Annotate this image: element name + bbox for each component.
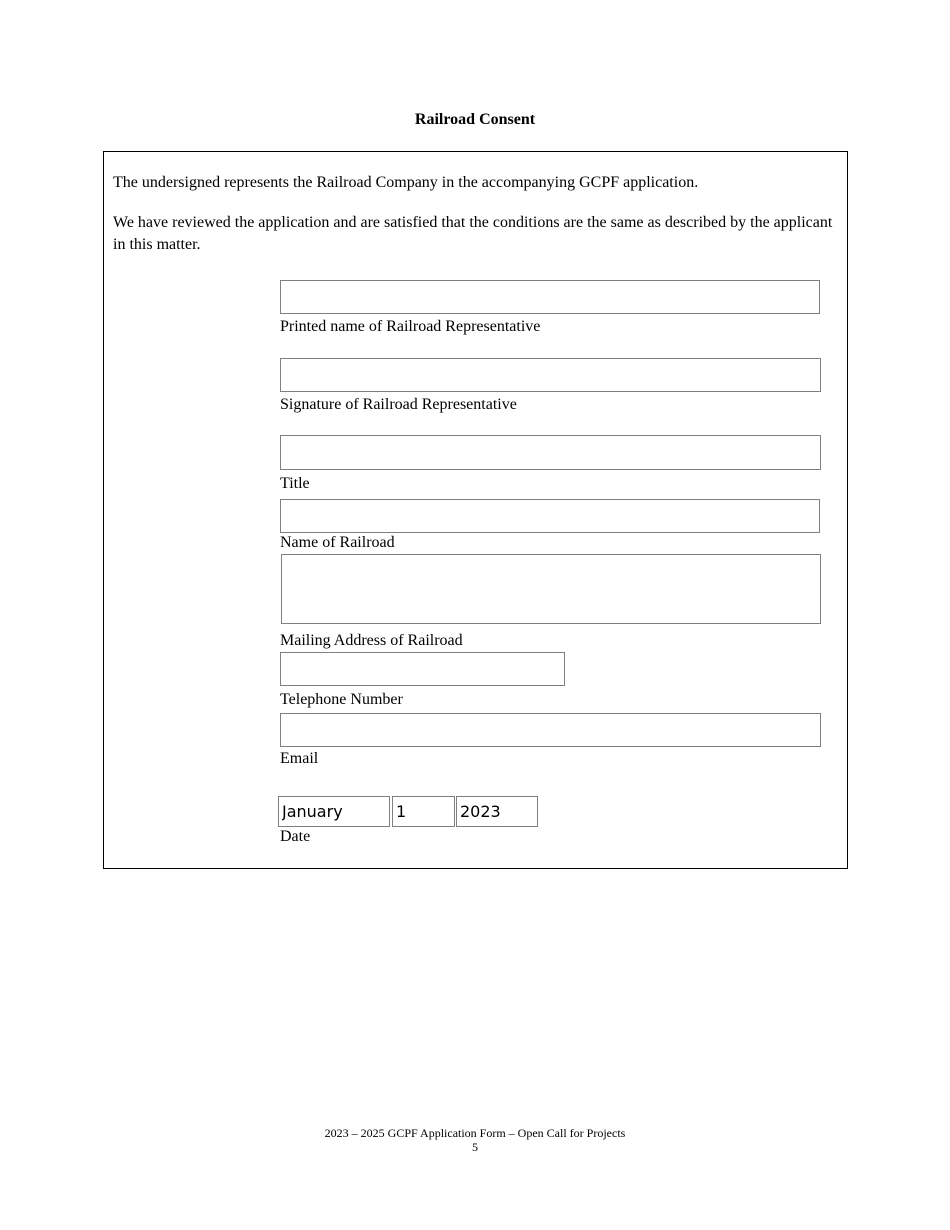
statement-text: We have reviewed the application and are satisfied that the conditions are the same as described by the applicant in this matter. [113, 214, 833, 253]
date-label: Date [280, 828, 311, 845]
email-input[interactable] [280, 713, 821, 747]
printed-name-input[interactable] [280, 280, 820, 314]
title-label: Title [280, 475, 310, 492]
telephone-input[interactable] [280, 652, 565, 686]
mailing-address-label: Mailing Address of Railroad [280, 632, 463, 649]
consent-form-box [103, 151, 848, 869]
date-month-input[interactable] [278, 796, 390, 827]
telephone-label: Telephone Number [280, 691, 403, 708]
footer-text: 2023 – 2025 GCPF Application Form – Open Call for Projects [324, 1126, 626, 1140]
signature-input[interactable] [280, 358, 821, 392]
printed-name-label: Printed name of Railroad Representative [280, 318, 541, 335]
email-label: Email [280, 750, 319, 767]
railroad-name-label: Name of Railroad [280, 534, 395, 551]
title-input[interactable] [280, 435, 821, 470]
page-title: Railroad Consent [414, 111, 536, 128]
signature-label: Signature of Railroad Representative [280, 396, 517, 413]
mailing-address-input[interactable] [281, 554, 821, 624]
railroad-name-input[interactable] [280, 499, 820, 533]
date-year-input[interactable] [456, 796, 538, 827]
page-number: 5 [472, 1140, 478, 1154]
date-day-input[interactable] [392, 796, 455, 827]
intro-text: The undersigned represents the Railroad Company in the accompanying GCPF application. [113, 174, 699, 191]
